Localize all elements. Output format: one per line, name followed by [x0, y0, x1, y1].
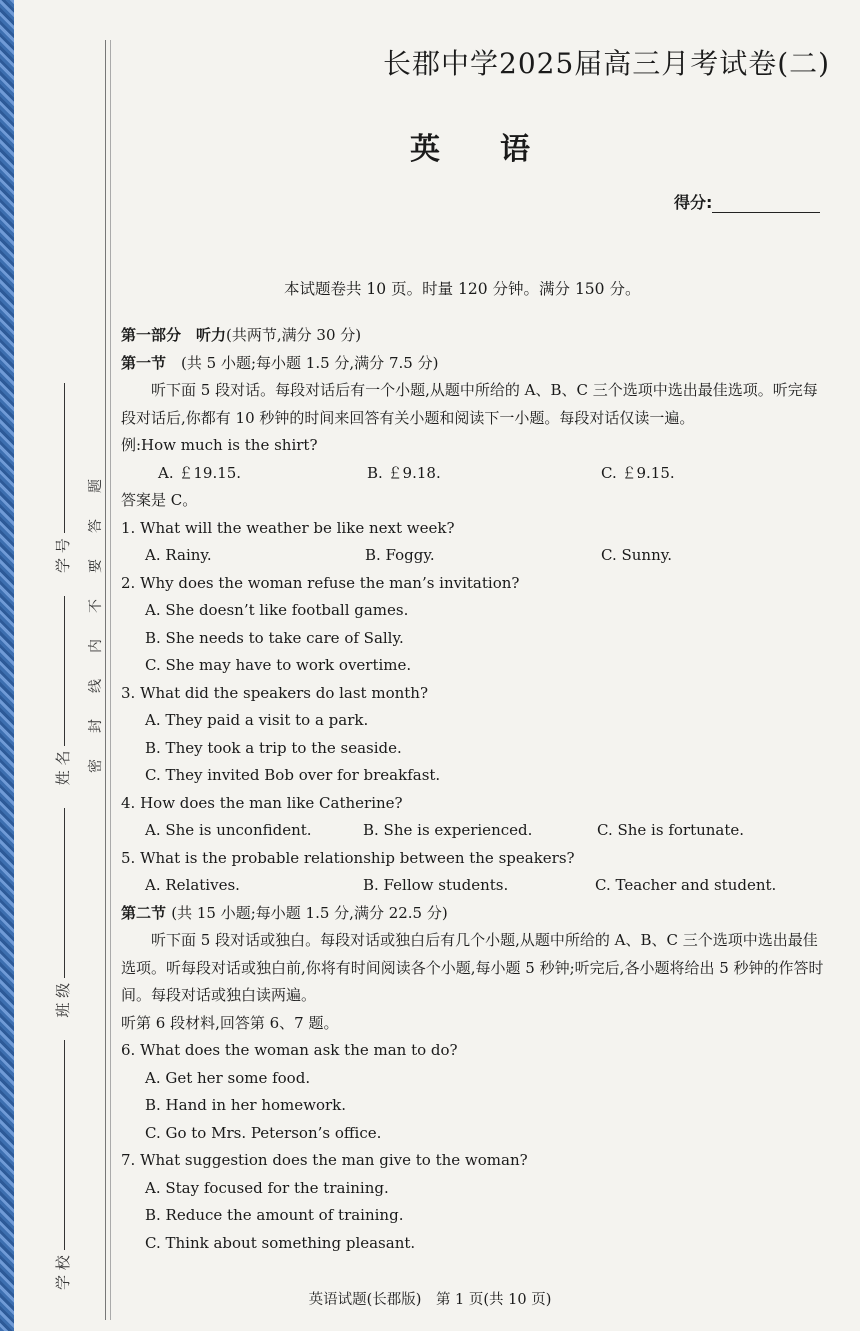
score-label: 得分: [674, 193, 713, 212]
name-field[interactable] [52, 596, 73, 786]
class-label: 班 级 [54, 982, 72, 1018]
option-c: C. ￡9.15. [601, 463, 675, 482]
option-a: A. Relatives. [145, 876, 240, 894]
page-footer: 英语试题(长郡版) 第 1 页(共 10 页) [308, 1292, 552, 1308]
seal-char: 题 [88, 479, 104, 493]
option-a: A. She is unconfident. [145, 821, 312, 839]
seal-char: 线 [88, 679, 104, 693]
seal-char: 密 [88, 759, 104, 773]
option-b: B. She is experienced. [363, 821, 533, 839]
binding-fields [52, 383, 73, 1290]
score-field[interactable] [674, 190, 820, 213]
section2-title: 第二节 (共 15 小题;每小题 1.5 分,满分 22.5 分) [121, 903, 448, 922]
option-b: B. Foggy. [365, 546, 435, 564]
option-a: A. Rainy. [145, 546, 212, 564]
question-stem: 3. What did the speakers do last month? [121, 683, 429, 702]
seal-char: 封 [88, 719, 104, 733]
question-stem: 4. How does the man like Catherine? [121, 793, 403, 812]
score-blank[interactable] [712, 194, 820, 213]
school-label: 学 校 [54, 1255, 72, 1290]
seal-char: 内 [88, 639, 104, 653]
option-a: A. Stay focused for the training. [145, 1178, 389, 1197]
example-question: 例:How much is the shirt? [121, 436, 318, 454]
class-field[interactable] [52, 808, 73, 1018]
question-stem: 6. What does the woman ask the man to do? [121, 1041, 458, 1059]
example-answer: 答案是 C。 [121, 491, 198, 509]
option-c: C. Teacher and student. [595, 876, 777, 894]
option-c: C. They invited Bob over for breakfast. [145, 766, 441, 784]
option-a: A. ￡19.15. [158, 463, 242, 482]
option-c: C. She may have to work overtime. [145, 656, 412, 674]
question-options [121, 872, 827, 900]
seal-char: 不 [88, 599, 104, 613]
binding-line [105, 40, 106, 1320]
option-a: A. She doesn’t like football games. [145, 601, 409, 619]
id-field[interactable] [52, 383, 73, 573]
seal-char: 要 [88, 559, 104, 573]
question-stem: 1. What will the weather be like next week? [121, 518, 455, 537]
section1-title: 第一节 (共 5 小题;每小题 1.5 分,满分 7.5 分) [121, 353, 439, 372]
question-options [121, 542, 827, 570]
option-b: B. They took a trip to the seaside. [145, 738, 402, 757]
name-label: 姓 名 [54, 750, 72, 786]
option-c: C. Go to Mrs. Peterson’s office. [145, 1123, 382, 1142]
option-a: A. They paid a visit to a park. [145, 711, 369, 729]
option-b: B. Reduce the amount of training. [145, 1206, 404, 1224]
exam-title: 长郡中学2025届高三月考试卷(二) [383, 47, 831, 80]
material-note: 听第 6 段材料,回答第 6、7 题。 [121, 1013, 339, 1032]
exam-content [121, 322, 827, 1257]
seal-char: 答 [88, 519, 104, 533]
part1-title: 第一部分 听力(共两节,满分 30 分) [121, 326, 362, 344]
exam-intro: 本试题卷共 10 页。时量 120 分钟。满分 150 分。 [284, 280, 641, 298]
section1-instructions: 听下面 5 段对话。每段对话后有一个小题,从题中所给的 A、B、C 三个选项中选出最佳选项。听完每段对话后,你都有 10 秒钟的时间来回答有关小题和阅读下一小题。每段对话仅读一遍。 [121, 381, 818, 427]
id-label: 学 号 [54, 538, 72, 573]
option-c: C. Think about something pleasant. [145, 1233, 416, 1252]
option-b: B. Hand in her homework. [145, 1096, 347, 1114]
question-stem: 7. What suggestion does the man give to the woman? [121, 1151, 528, 1169]
example-options [121, 460, 827, 488]
question-stem: 2. Why does the woman refuse the man’s invitation? [121, 573, 520, 592]
binding-line [110, 40, 111, 1320]
question-options [121, 817, 827, 845]
option-a: A. Get her some food. [145, 1068, 311, 1087]
subject-title: 英语 [410, 132, 590, 167]
option-c: C. Sunny. [601, 546, 672, 564]
question-stem: 5. What is the probable relationship between the speakers? [121, 848, 575, 867]
option-b: B. Fellow students. [363, 876, 509, 894]
option-b: B. ￡9.18. [367, 463, 441, 482]
option-c: C. She is fortunate. [597, 821, 745, 839]
section2-instructions: 听下面 5 段对话或独白。每段对话或独白后有几个小题,从题中所给的 A、B、C 三个选项中选出最佳选项。听每段对话或独白前,你将有时间阅读各个小题,每小题 5 秒钟;听完后,各小题将给出 5 秒钟的作答时间。每段对话或独白读两遍。 [121, 931, 824, 1004]
school-field[interactable] [52, 1040, 73, 1290]
scanner-edge [0, 0, 14, 1331]
option-b: B. She needs to take care of Sally. [145, 628, 404, 647]
seal-line-notice [86, 476, 104, 776]
